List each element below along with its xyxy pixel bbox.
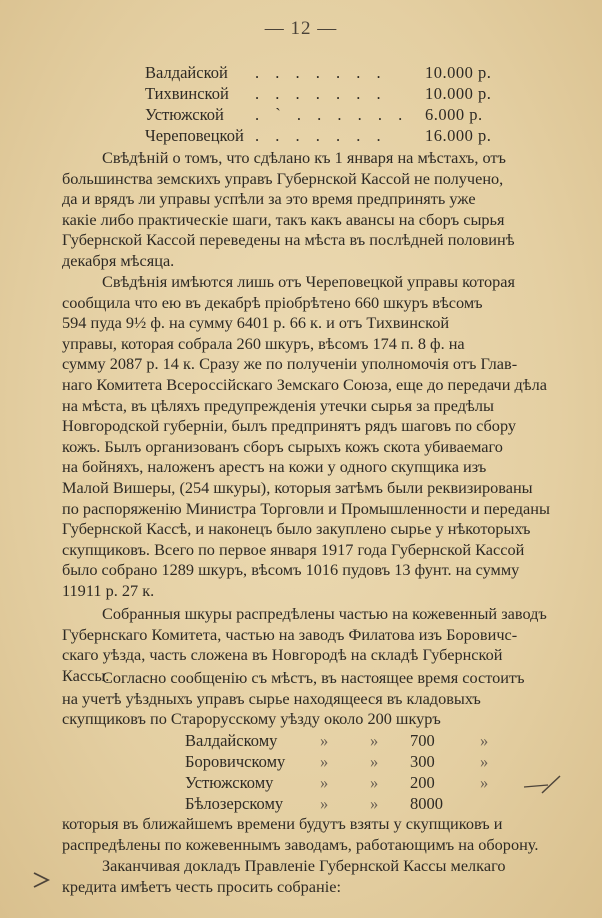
sum-name: Валдайской [145, 63, 228, 82]
pencil-check-mark [542, 776, 560, 793]
text-line: Губернской Кассой переведены на мѣста въ послѣдней половинѣ [62, 230, 515, 250]
text-line: декабря мѣсяца. [62, 250, 175, 270]
ditto-mark: » [480, 752, 489, 771]
text-line: Свѣдѣній о томъ, что сдѣлано къ 1 января на мѣстахъ, отъ [102, 148, 506, 167]
text-line: Губернской Кассѣ, и наконецъ было закуплено сырье у нѣкоторыхъ [62, 519, 531, 539]
ditto-mark: » [320, 752, 329, 771]
text-line: Заканчивая докладъ Правленіе Губернской Кассы мелкаго [102, 856, 506, 875]
text-line: скупщиковъ по Старорусскому уѣзду около 200 шкуръ [62, 709, 441, 729]
pencil-stroke [524, 785, 548, 787]
ditto-mark: » [480, 731, 489, 750]
skin-district: Валдайскому [185, 731, 278, 750]
skin-district: Бѣлозерскому [185, 794, 284, 813]
text-line: Собранныя шкуры распредѣлены частью на кожевенный заводъ [102, 604, 547, 623]
text-line: Кассы. [62, 665, 110, 685]
text-line: наго Комитета Всероссійскаго Земскаго Союза, еще до передачи дѣла [62, 374, 547, 394]
text-line: Губернскаго Комитета, частью на заводъ Филатова изъ Боровичс- [62, 624, 518, 644]
sum-name: Устюжской [145, 105, 224, 124]
sum-amount: 6.000 р. [425, 105, 483, 124]
text-line: 11911 р. 27 к. [62, 580, 155, 600]
text-line: какіе либо практическіе шаги, такъ какъ авансы на сборъ сырья [62, 209, 505, 229]
text-line: сообщила что ею въ декабрѣ пріобрѣтено 660 шкуръ вѣсомъ [62, 292, 483, 312]
text-line: Новгородской губерніи, былъ предпринятъ рядъ шаговъ по сбору [62, 416, 517, 436]
text-line: кожъ. Былъ организованъ сборъ сырыхъ кожъ скота убиваемаго [62, 436, 503, 456]
sum-amount: 16.000 р. [425, 126, 492, 145]
text-line: распредѣлены по кожевеннымъ заводамъ, работающимъ на оборону. [62, 834, 539, 854]
sum-dots: . . . . . . . [255, 63, 387, 82]
sum-name: Тихвинской [145, 84, 229, 103]
ditto-mark: » [320, 773, 329, 792]
skin-district: Устюжскому [185, 773, 274, 792]
text-line: большинства земскихъ управъ Губернской Кассой не получено, [62, 168, 504, 188]
text-line: да и врядъ ли управы успѣли за это время предпринять уже [62, 189, 476, 209]
sum-dots: . . . . . . . [255, 126, 387, 145]
page-number: — 12 — [264, 18, 338, 39]
text-line: 594 пуда 9½ ф. на сумму 6401 р. 66 к. и отъ Тихвинской [62, 313, 450, 333]
text-line: скаго уѣзда, часть сложена въ Новгородѣ на складѣ Губернской [62, 645, 503, 665]
text-line: Свѣдѣнія имѣются лишь отъ Череповецкой управы которая [102, 272, 516, 291]
text-line: на учетѣ уѣздныхъ управъ сырье находящееся въ кладовыхъ [62, 688, 481, 708]
ditto-mark: » [370, 731, 379, 750]
text-line: было собрано 1289 шкуръ, вѣсомъ 1016 пудовъ 13 фунт. на сумму [62, 560, 520, 580]
skin-count: 8000 [410, 794, 443, 813]
ditto-mark: » [480, 773, 489, 792]
text-line: Согласно сообщенію съ мѣстъ, въ настоящее время состоитъ [102, 668, 525, 687]
text-line: которыя въ ближайшемъ времени будутъ взяты у скупщиковъ и [62, 814, 503, 833]
text-line: на бойняхъ, наложенъ арестъ на кожи у одного скупщика изъ [62, 457, 487, 477]
sum-dots: . . . . . . . [255, 84, 387, 103]
text-line: скупщиковъ. Всего по первое января 1917 года Губернской Кассой [62, 539, 525, 559]
ditto-mark: » [320, 794, 329, 813]
text-line: управы, которая собрала 260 шкуръ, вѣсомъ 174 п. 8 ф. на [62, 333, 465, 353]
sum-amount: 10.000 р. [425, 63, 492, 82]
ditto-mark: » [370, 752, 379, 771]
skin-count: 700 [410, 731, 435, 750]
ditto-mark: » [320, 731, 329, 750]
text-line: сумму 2087 р. 14 к. Сразу же по полученіи уполномочія отъ Глав- [62, 354, 518, 374]
text-line: по распоряженію Министра Торговли и Промышленности и переданы [62, 498, 550, 518]
sum-name: Череповецкой [145, 126, 244, 145]
skin-district: Боровичскому [185, 752, 286, 771]
text-line: на мѣста, въ цѣляхъ предупрежденія утечки сырья за предѣлы [62, 395, 494, 415]
margin-arrow-mark [34, 873, 48, 887]
sum-amount: 10.000 р. [425, 84, 492, 103]
skin-count: 300 [410, 752, 435, 771]
text-line: кредита имѣетъ честь просить собраніе: [62, 876, 341, 896]
ditto-mark: » [370, 794, 379, 813]
text-line: Малой Вишеры, (254 шкуры), которыя затѣмъ были реквизированы [62, 477, 533, 497]
skin-count: 200 [410, 773, 435, 792]
ditto-mark: » [370, 773, 379, 792]
sum-dots: . ` . . . . . . [255, 105, 409, 124]
